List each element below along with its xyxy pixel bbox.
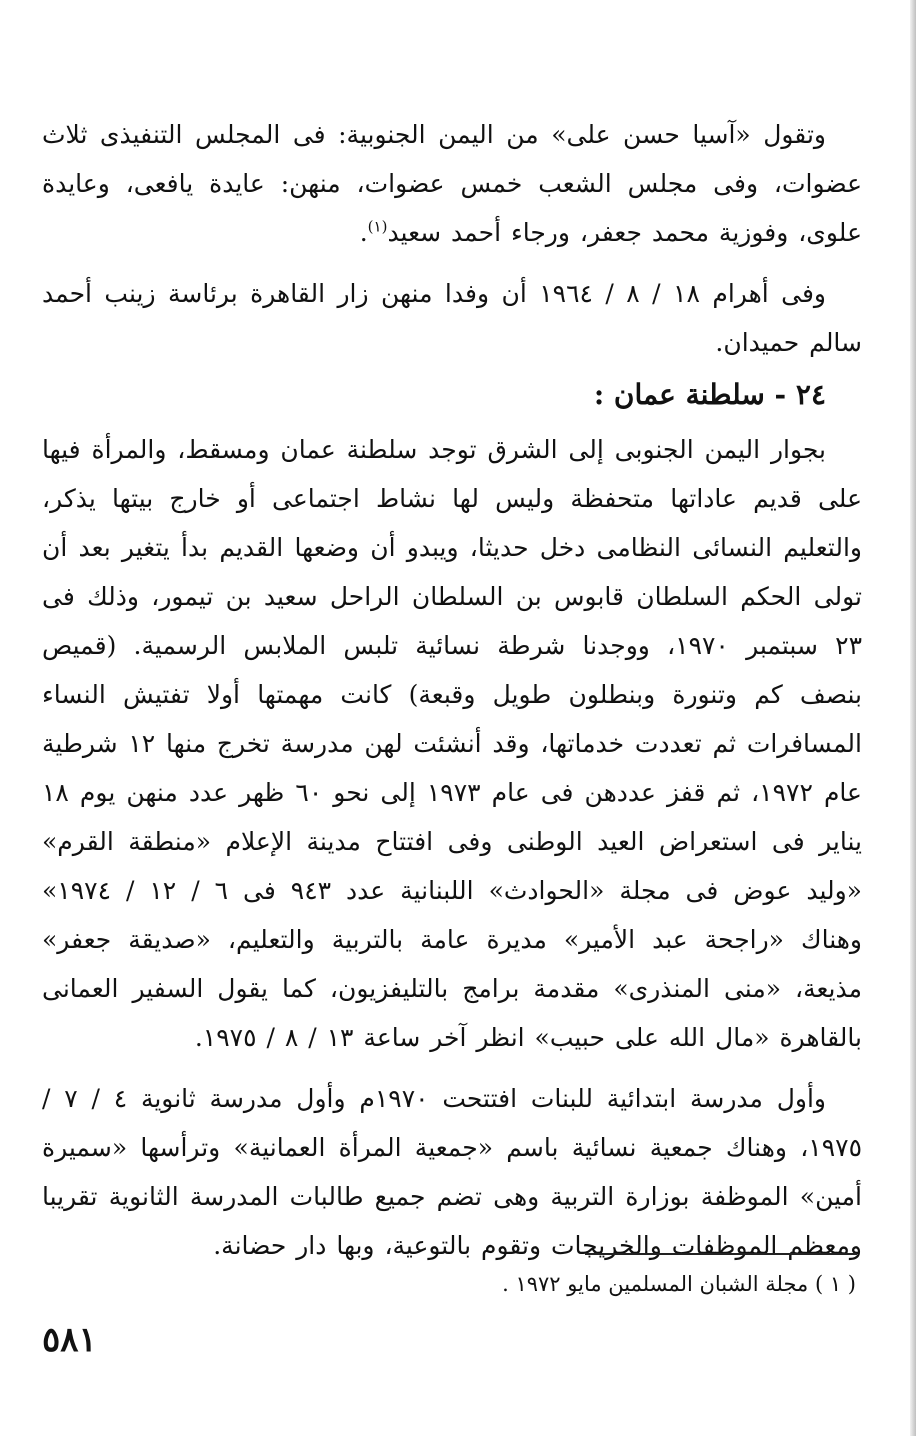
paragraph-oman-schools: وأول مدرسة ابتدائية للبنات افتتحت ١٩٧٠م وأول مدرسة ثانوية ٤ / ٧ / ١٩٧٥، وهناك جمعية نسائية باسم «جمعية المرأة العمانية» وترأسها «سميرة أمين» الموظفة بوزارة التربية وهى تضم جميع طالبات المدرسة الثانوية تقريبا ومعظم الموظفات والخريجات وتقوم بالتوعية، وبها دار حضانة. xyxy=(42,1084,862,1260)
main-text xyxy=(42,110,862,1270)
page-number: ٥٨١ xyxy=(42,1320,97,1360)
footnote-reference: (١) xyxy=(367,217,388,236)
paragraph-ahram-delegation: وفى أهرام ١٨ / ٨ / ١٩٦٤ أن وفدا منهن زار القاهرة برئاسة زينب أحمد سالم حميدان. xyxy=(42,279,862,357)
section-heading-oman: ٢٤ - سلطنة عمان : xyxy=(593,378,826,411)
paragraph-text: وتقول «آسيا حسن على» من اليمن الجنوبية: فى المجلس التنفيذى ثلاث عضوات، وفى مجلس الشعب خمس عضوات، منهن: عايدة يافعى، وعايدة علوى، وفوزية محمد جعفر، ورجاء أحمد سعيد xyxy=(42,120,862,247)
paragraph-end: . xyxy=(359,218,368,247)
paragraph-south-yemen-members xyxy=(42,110,862,257)
footnote: ( ١ ) مجلة الشبان المسلمين مايو ١٩٧٢ . xyxy=(502,1272,856,1296)
scan-page-edge xyxy=(910,0,916,1436)
paragraph-oman-women: بجوار اليمن الجنوبى إلى الشرق توجد سلطنة عمان ومسقط، والمرأة فيها على قديم عاداتها متحفظة وليس لها نشاط اجتماعى أو خارج بيتها يذكر، والتعليم النسائى النظامى دخل حديثا، ويبدو أن وضعها القديم بدأ يتغير بعد أن تولى الحكم السلطان قابوس بن السلطان الراحل سعيد بن تيمور، وذلك فى ٢٣ سبتمبر ١٩٧٠، ووجدنا شرطة نسائية تلبس الملابس الرسمية. (قميص بنصف كم وتنورة وبنطلون طويل وقبعة) كانت مهمتها أولا تفتيش النساء المسافرات ثم تعددت خدماتها، وقد أنشئت لهن مدرسة تخرج منها ١٢ شرطية عام ١٩٧٢، ثم قفز عددهن فى عام ١٩٧٣ إلى نحو ٦٠ ظهر عدد منهن يوم ١٨ يناير فى استعراض العيد الوطنى وفى افتتاح مدينة الإعلام «منطقة القرم» «وليد عوض فى مجلة «الحوادث» اللبنانية عدد ٩٤٣ فى ٦ / ١٢ / ١٩٧٤» وهناك «راجحة عبد الأمير» مديرة عامة بالتربية والتعليم، «صديقة جعفر» مذيعة، «منى المنذرى» مقدمة برامج بالتليفزيون، كما يقول السفير العمانى بالقاهرة «مال الله على حبيب» انظر آخر ساعة ١٣ / ٨ / ١٩٧٥. xyxy=(42,435,862,1052)
footnote-divider xyxy=(585,1253,857,1255)
